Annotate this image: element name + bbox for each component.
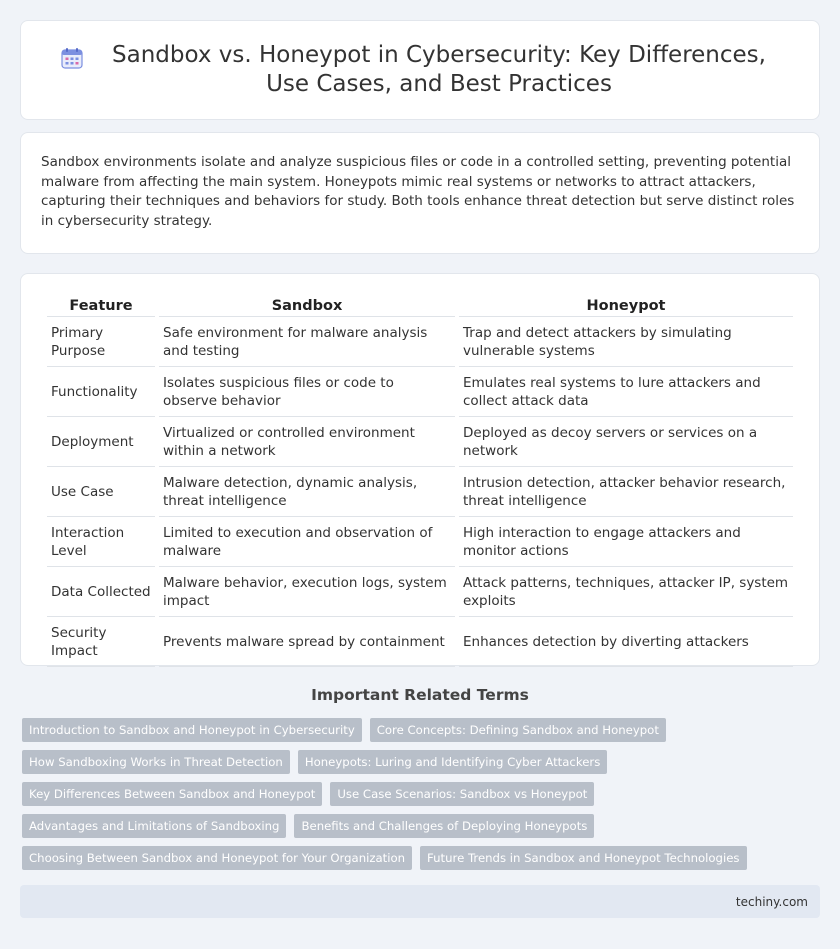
related-terms-list bbox=[22, 718, 822, 870]
feature-cell: Security Impact bbox=[47, 617, 155, 667]
related-terms-heading: Important Related Terms bbox=[311, 686, 529, 704]
page-title: Sandbox vs. Honeypot in Cybersecurity: Key Differences, Use Cases, and Best Practices bbox=[112, 42, 766, 97]
related-term-tag[interactable]: Core Concepts: Defining Sandbox and Honeypot bbox=[370, 718, 666, 742]
calendar-icon bbox=[61, 47, 83, 69]
comparison-table bbox=[43, 292, 797, 667]
sandbox-cell: Prevents malware spread by containment bbox=[159, 617, 455, 667]
honeypot-cell: High interaction to engage attackers and monitor actions bbox=[459, 517, 793, 567]
honeypot-cell: Attack patterns, techniques, attacker IP, system exploits bbox=[459, 567, 793, 617]
title-wrap bbox=[61, 41, 779, 99]
table-row bbox=[47, 417, 793, 467]
honeypot-cell: Trap and detect attackers by simulating vulnerable systems bbox=[459, 317, 793, 367]
intro-card bbox=[20, 132, 820, 254]
feature-cell: Use Case bbox=[47, 467, 155, 517]
header-sandbox: Sandbox bbox=[159, 292, 455, 317]
sandbox-cell: Safe environment for malware analysis and testing bbox=[159, 317, 455, 367]
table-row bbox=[47, 467, 793, 517]
footer-site-link[interactable]: techiny.com bbox=[735, 894, 808, 909]
sandbox-cell: Isolates suspicious files or code to observe behavior bbox=[159, 367, 455, 417]
related-term-tag[interactable]: Introduction to Sandbox and Honeypot in Cybersecurity bbox=[22, 718, 362, 742]
related-term-tag[interactable]: Advantages and Limitations of Sandboxing bbox=[22, 814, 286, 838]
feature-cell: Functionality bbox=[47, 367, 155, 417]
comparison-table-card bbox=[20, 273, 820, 666]
title-card bbox=[20, 20, 820, 120]
related-term-tag[interactable]: Future Trends in Sandbox and Honeypot Technologies bbox=[420, 846, 746, 870]
sandbox-cell: Malware behavior, execution logs, system impact bbox=[159, 567, 455, 617]
table-row bbox=[47, 567, 793, 617]
table-header-row bbox=[47, 292, 793, 317]
feature-cell: Primary Purpose bbox=[47, 317, 155, 367]
honeypot-cell: Deployed as decoy servers or services on a network bbox=[459, 417, 793, 467]
sandbox-cell: Virtualized or controlled environment within a network bbox=[159, 417, 455, 467]
related-term-tag[interactable]: Honeypots: Luring and Identifying Cyber Attackers bbox=[298, 750, 607, 774]
feature-cell: Interaction Level bbox=[47, 517, 155, 567]
sandbox-cell: Limited to execution and observation of malware bbox=[159, 517, 455, 567]
feature-cell: Deployment bbox=[47, 417, 155, 467]
honeypot-cell: Intrusion detection, attacker behavior research, threat intelligence bbox=[459, 467, 793, 517]
header-honeypot: Honeypot bbox=[459, 292, 793, 317]
table-row bbox=[47, 317, 793, 367]
related-term-tag[interactable]: Key Differences Between Sandbox and Honeypot bbox=[22, 782, 322, 806]
related-term-tag[interactable]: How Sandboxing Works in Threat Detection bbox=[22, 750, 290, 774]
related-term-tag[interactable]: Use Case Scenarios: Sandbox vs Honeypot bbox=[330, 782, 594, 806]
honeypot-cell: Enhances detection by diverting attackers bbox=[459, 617, 793, 667]
table-row bbox=[47, 617, 793, 667]
table-row bbox=[47, 517, 793, 567]
feature-cell: Data Collected bbox=[47, 567, 155, 617]
related-term-tag[interactable]: Choosing Between Sandbox and Honeypot for Your Organization bbox=[22, 846, 412, 870]
table-row bbox=[47, 367, 793, 417]
sandbox-cell: Malware detection, dynamic analysis, threat intelligence bbox=[159, 467, 455, 517]
header-feature: Feature bbox=[47, 292, 155, 317]
footer bbox=[20, 885, 820, 918]
honeypot-cell: Emulates real systems to lure attackers and collect attack data bbox=[459, 367, 793, 417]
intro-paragraph: Sandbox environments isolate and analyze suspicious files or code in a controlled setting, preventing potential malware from affecting the main system. Honeypots mimic real systems or networks to attract attackers, capturing their techniques and behaviors for study. Both tools enhance threat detection but serve distinct roles in cybersecurity strategy. bbox=[41, 154, 795, 229]
related-term-tag[interactable]: Benefits and Challenges of Deploying Honeypots bbox=[294, 814, 594, 838]
